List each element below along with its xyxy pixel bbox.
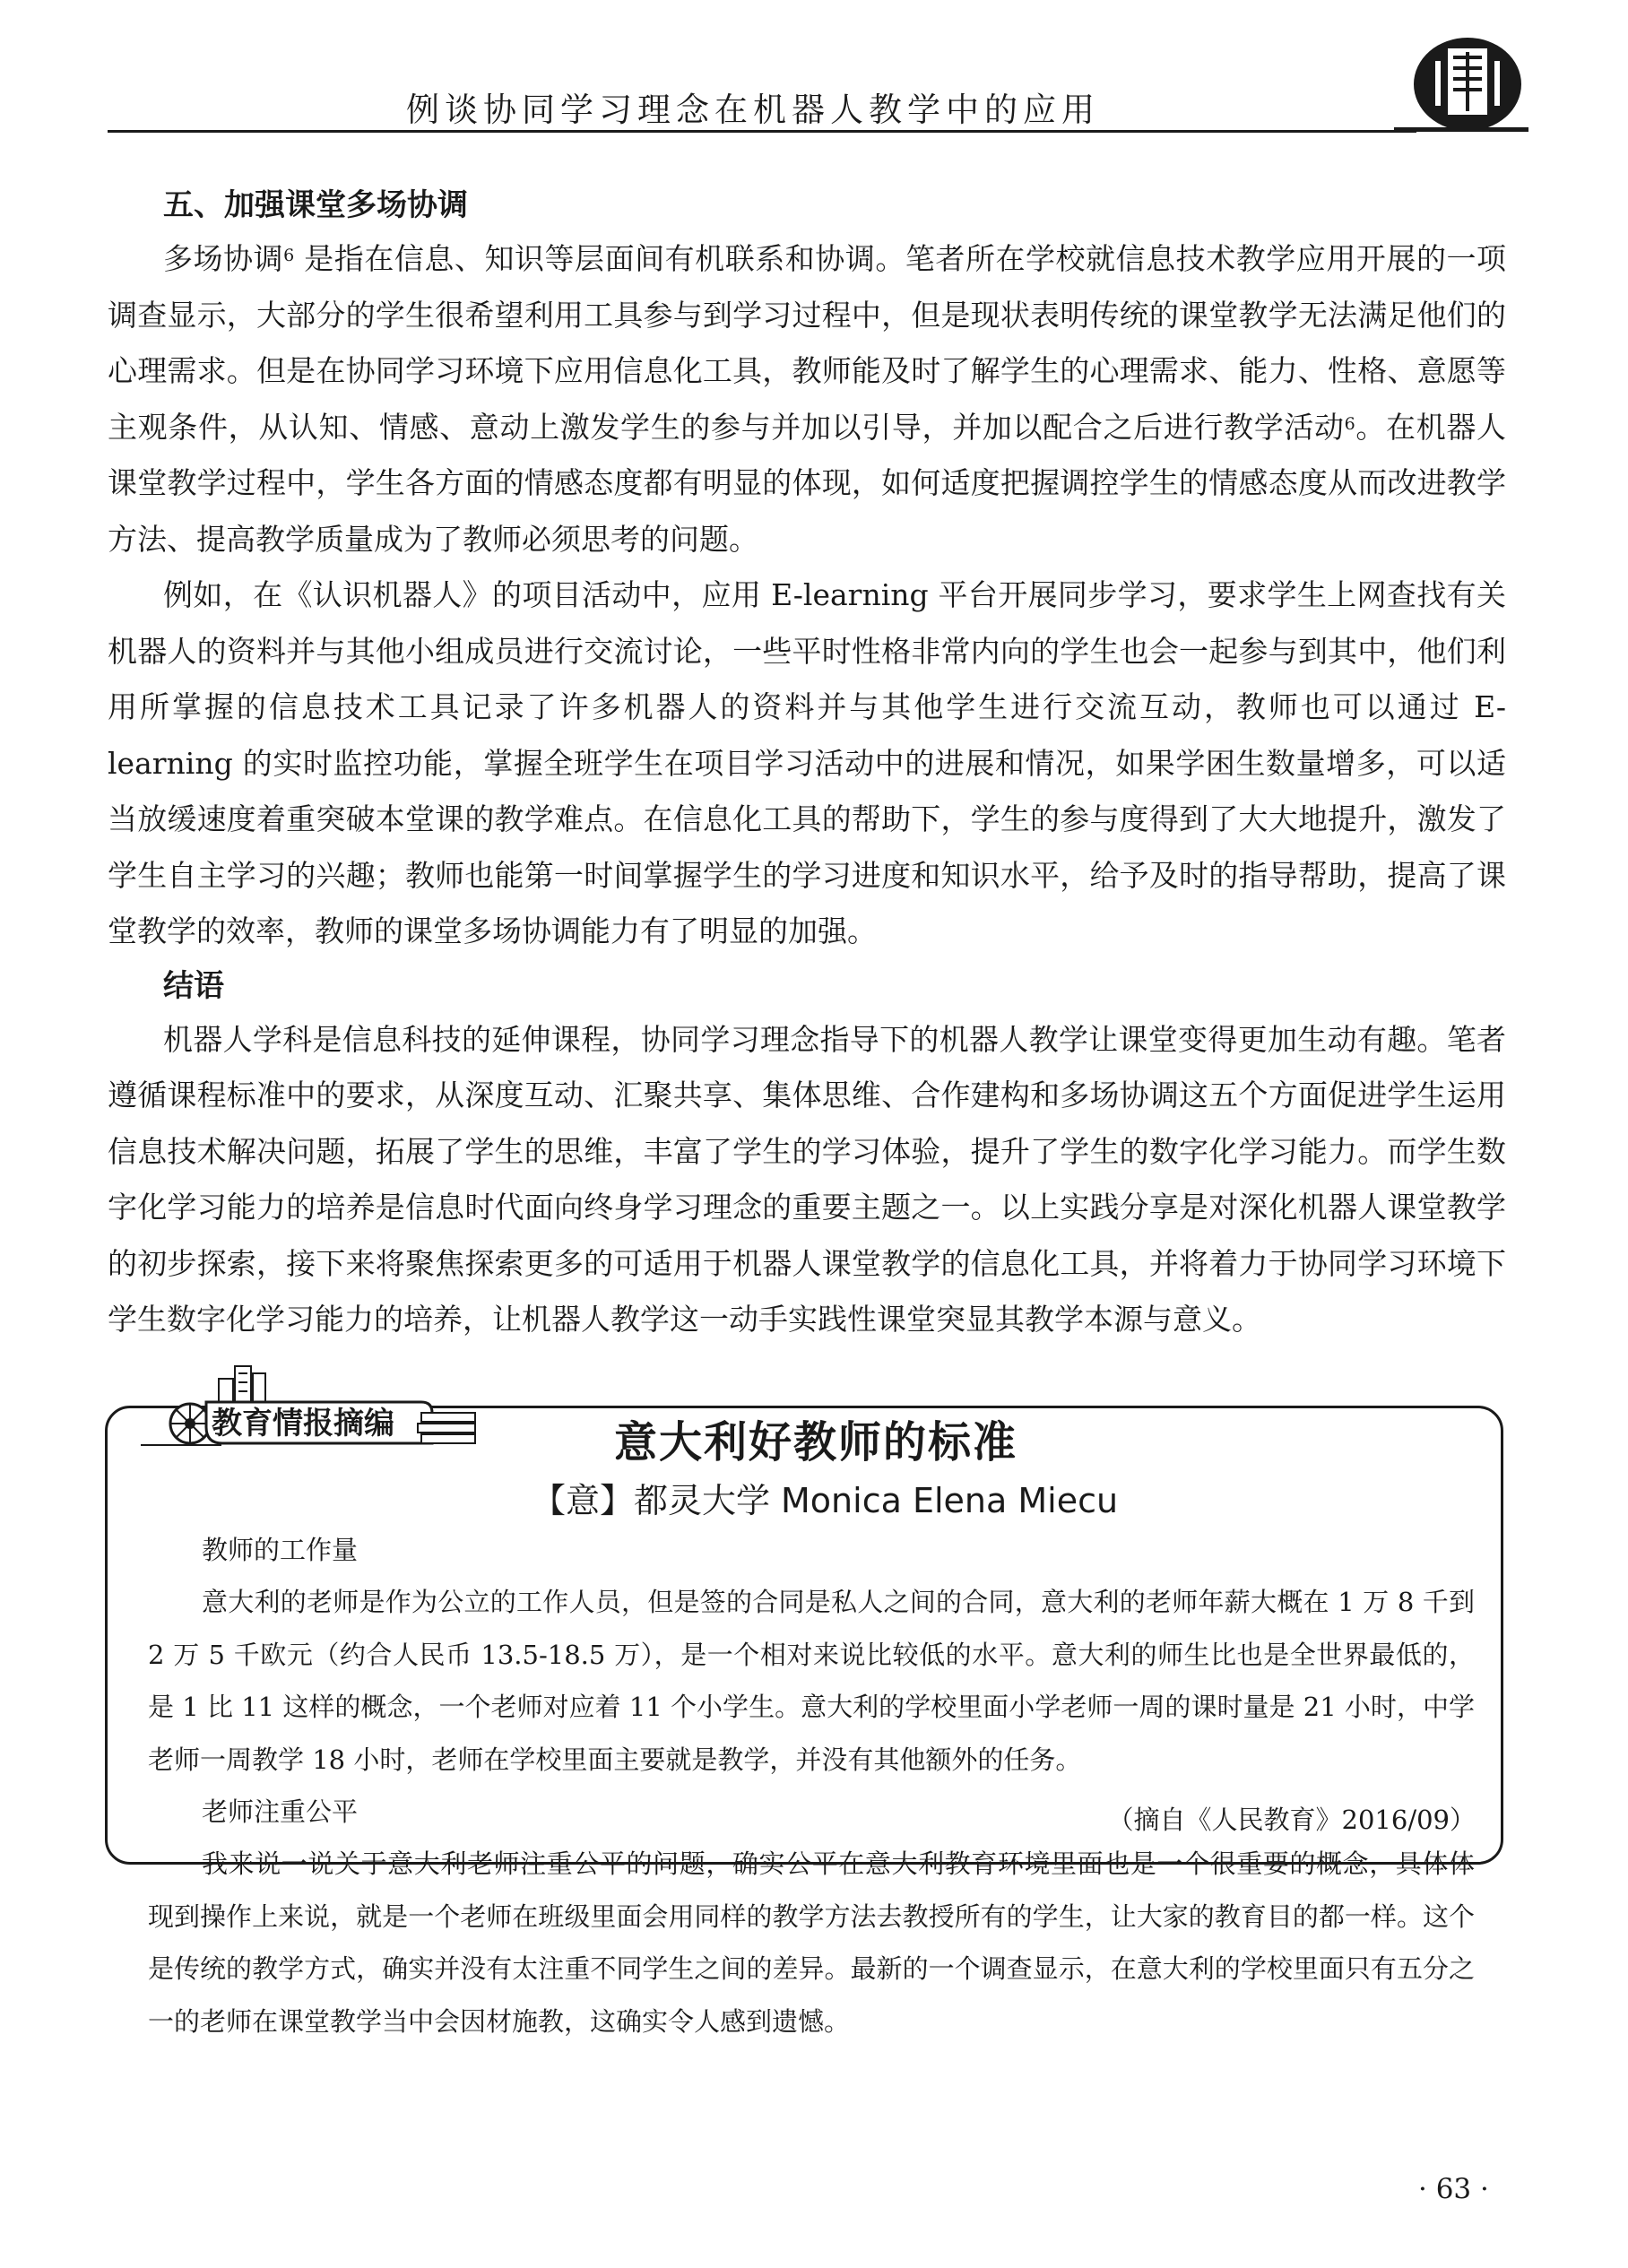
digest-source: （摘自《人民教育》2016/09） — [1107, 1805, 1476, 1835]
digest-title: 意大利好教师的标准 — [613, 1417, 1018, 1467]
digest-paragraph: 意大利的老师是作为公立的工作人员，但是签的合同是私人之间的合同，意大利的老师年薪大概在 1 万 8 千到 2 万 5 千欧元（约合人民币 13.5-18.5 万），是一个相对来说比较低的水平。意大利的师生比也是全世界最低的，是 1 比 11 这样的概念，一个老师对应着 11 个小学生。意大利的学校里面小学老师一周的课时量是 21 小时，中学老师一周教学 18 小时，老师在学校里面主要就是教学，并没有其他额外的任务。 — [148, 1587, 1475, 1775]
digest-subheading: 老师注重公平 — [202, 1796, 359, 1827]
article-body — [108, 179, 1506, 1348]
paragraph: 例如，在《认识机器人》的项目活动中，应用 E-learning 平台开展同步学习，要求学生上网查找有关机器人的资料并与其他小组成员进行交流讨论，一些平时性格非常内向的学生也会一起参与到其中，他们利用所掌握的信息技术工具记录了许多机器人的资料并与其他学生进行交流互动，教师也可以通过 E-learning 的实时监控功能，掌握全班学生在项目学习活动中的进展和情况，如果学困生数量增多，可以适当放缓速度着重突破本堂课的教学难点。在信息化工具的帮助下，学生的参与度得到了大大地提升，激发了学生自主学习的兴趣；教师也能第一时间掌握学生的学习进度和知识水平，给予及时的指导帮助，提高了课堂教学的效率，教师的课堂多场协调能力有了明显的加强。 — [108, 577, 1506, 948]
digest-body — [148, 1524, 1475, 2047]
digest-subheading: 教师的工作量 — [202, 1535, 359, 1565]
digest-badge-label: 教育情报摘编 — [212, 1406, 394, 1441]
paragraph: 机器人学科是信息科技的延伸课程，协同学习理念指导下的机器人教学让课堂变得更加生动有趣。笔者遵循课程标准中的要求，从深度互动、汇聚共享、集体思维、合作建构和多场协调这五个方面促进学生运用信息技术解决问题，拓展了学生的思维，丰富了学生的学习体验，提升了学生的数字化学习能力。而学生数字化学习能力的培养是信息时代面向终身学习理念的重要主题之一。以上实践分享是对深化机器人课堂教学的初步探索，接下来将聚焦探索更多的可适用于机器人课堂教学的信息化工具，并将着力于协同学习环境下学生数字化学习能力的培养，让机器人教学这一动手实践性课堂突显其教学本源与意义。 — [108, 1021, 1506, 1337]
paragraph: 多场协调$^6$ 是指在信息、知识等层面间有机联系和协调。笔者所在学校就信息技术教学应用开展的一项调查显示，大部分的学生很希望利用工具参与到学习过程中，但是现状表明传统的课堂教学无法满足他们的心理需求。但是在协同学习环境下应用信息化工具，教师能及时了解学生的心理需求、能力、性格、意愿等主观条件，从认知、情感、意动上激发学生的参与并加以引导，并加以配合之后进行教学活动$^6$。在机器人课堂教学过程中，学生各方面的情感态度都有明显的体现，如何适度把握调控学生的情感态度从而改进教学方法、提高教学质量成为了教师必须思考的问题。 — [108, 241, 1507, 557]
digest-author: 【意】都灵大学 Monica Elena Miecu — [531, 1481, 1119, 1520]
running-header-title: 例谈协同学习理念在机器人教学中的应用 — [406, 91, 1100, 129]
page-number: · 63 · — [1418, 2173, 1489, 2205]
digest-paragraph: 我来说一说关于意大利老师注重公平的问题，确实公平在意大利教育环境里面也是一个很重要的概念，具体体现到操作上来说，就是一个老师在班级里面会用同样的教学方法去教授所有的学生，让大家的教育目的都一样。这个是传统的教学方式，确实并没有太注重不同学生之间的差异。最新的一个调查显示，在意大利的学校里面只有五分之一的老师在课堂教学当中会因材施教，这确实令人感到遗憾。 — [148, 1848, 1475, 2037]
section-heading: 五、加强课堂多场协调 — [163, 187, 468, 223]
journal-logo-icon — [1394, 25, 1537, 142]
section-heading: 结语 — [163, 967, 224, 1004]
header-rule — [108, 130, 1416, 133]
